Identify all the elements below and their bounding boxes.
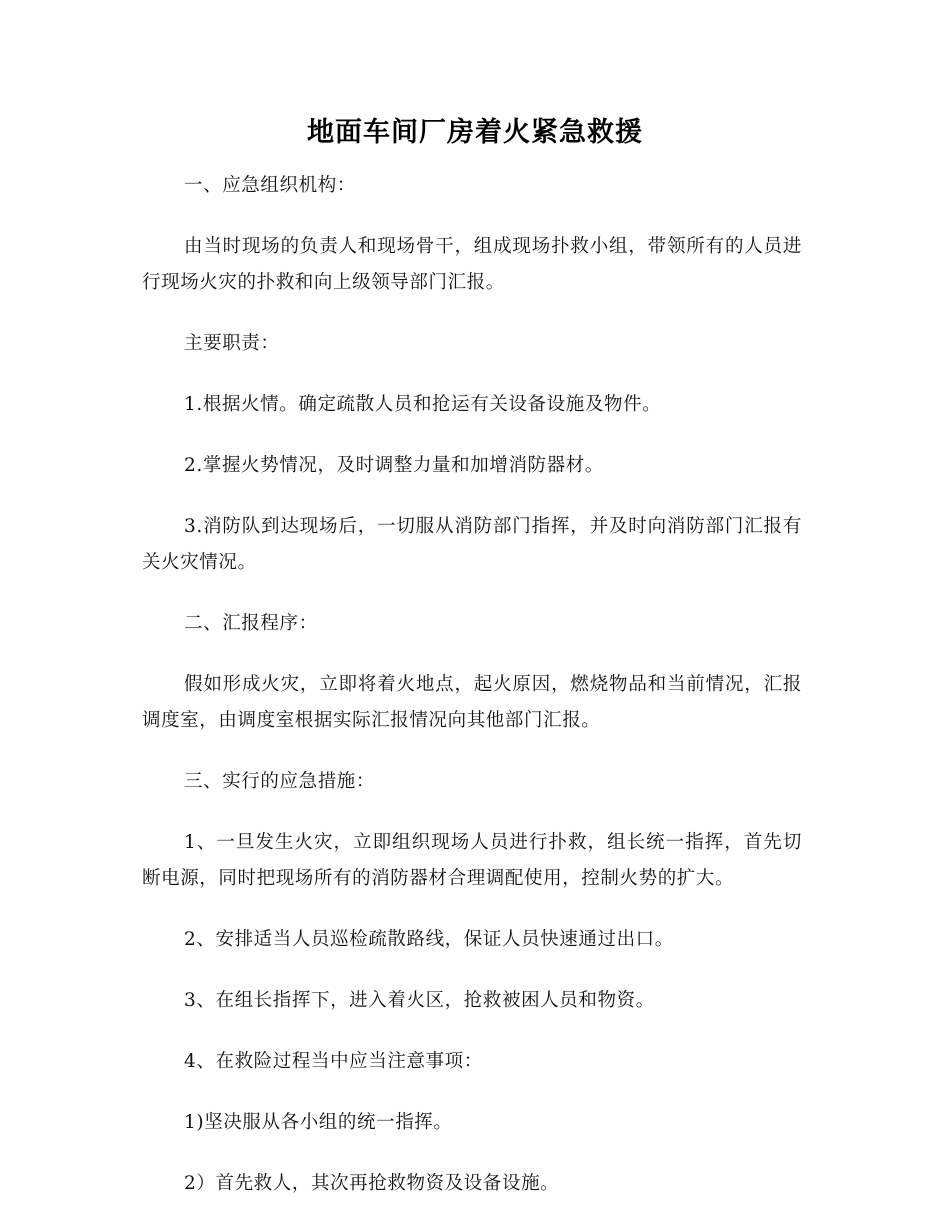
precaution-item-2: 2）首先救人，其次再抢救物资及设备设施。 (184, 1173, 560, 1194)
duty-item-3: 3.消防队到达现场后，一切服从消防部门指挥，并及时向消防部门汇报有关火灾情况。 (142, 516, 802, 573)
duty-item-2: 2.掌握火势情况，及时调整力量和加增消防器材。 (184, 455, 604, 476)
section-heading-organization: 一、应急组织机构： (184, 175, 356, 196)
document-title: 地面车间厂房着火紧急救援 (307, 117, 643, 148)
paragraph-reporting: 假如形成火灾，立即将着火地点，起火原因，燃烧物品和当前情况，汇报调度室，由调度室根据实际汇报情况向其他部门汇报。 (142, 674, 802, 731)
precaution-item-1: 1)坚决服从各小组的统一指挥。 (184, 1112, 453, 1133)
measure-item-3: 3、在组长指挥下，进入着火区，抢救被困人员和物资。 (184, 990, 655, 1011)
paragraph-organization: 由当时现场的负责人和现场骨干，组成现场扑救小组，带领所有的人员进行现场火灾的扑救和向上级领导部门汇报。 (142, 236, 802, 293)
section-heading-reporting: 二、汇报程序： (184, 613, 318, 634)
section-heading-measures: 三、实行的应急措施： (184, 771, 376, 792)
measure-item-2: 2、安排适当人员巡检疏散路线，保证人员快速通过出口。 (184, 929, 674, 950)
document-body (142, 168, 802, 1227)
measure-item-4: 4、在救险过程当中应当注意事项： (184, 1051, 483, 1072)
measure-item-1: 1、一旦发生火灾，立即组织现场人员进行扑救，组长统一指挥，首先切断电源，同时把现场所有的消防器材合理调配使用，控制火势的扩大。 (142, 832, 802, 889)
subheading-duties: 主要职责： (184, 333, 280, 354)
duty-item-1: 1.根据火情。确定疏散人员和抢运有关设备设施及物件。 (184, 394, 662, 415)
